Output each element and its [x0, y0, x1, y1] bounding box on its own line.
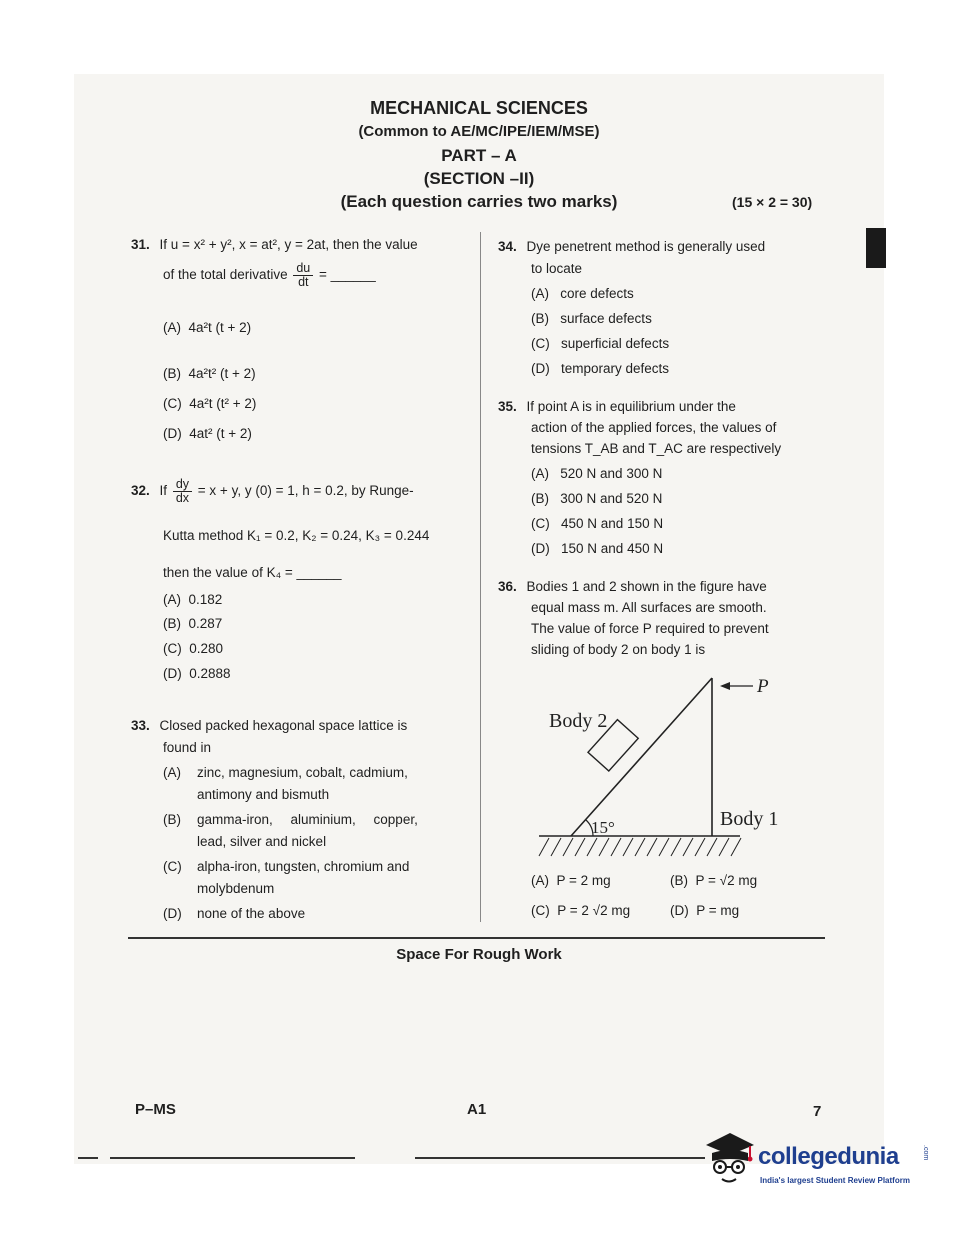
q32-option-a: (A) 0.182 [163, 592, 223, 607]
mascot-logo-icon [700, 1127, 756, 1189]
q33-option-b-label: (B) [163, 812, 181, 827]
q33-option-c-line1: alpha-iron, tungsten, chromium and [197, 859, 410, 874]
paper-code: P–MS [135, 1101, 176, 1118]
brand-suffix: .com [922, 1145, 929, 1161]
bottom-rule-3 [415, 1157, 705, 1159]
q33-option-b-line2: lead, silver and nickel [197, 834, 327, 849]
question-31-derivative: of the total derivative $\frac{du}{dt}$ = ______ [163, 261, 376, 289]
question-32-line3: then the value of K₄ = ______ [163, 565, 342, 580]
question-35-line3: tensions T_AB and T_AC are respectively [531, 441, 782, 456]
bottom-rule-1 [78, 1157, 98, 1159]
marks-note: (Each question carries two marks) [340, 192, 618, 211]
brand-name: collegedunia [758, 1143, 899, 1170]
q35-option-d: (D) 150 N and 450 N [531, 541, 664, 556]
question-34-line2: to locate [531, 261, 583, 276]
q35-option-a: (A) 520 N and 300 N [531, 466, 663, 481]
question-32-line2: Kutta method K₁ = 0.2, K₂ = 0.24, K₃ = 0.244 [163, 528, 430, 543]
q33-option-b-line1: gamma-iron, aluminium, copper, [197, 812, 418, 827]
q32-option-b: (B) 0.287 [163, 616, 223, 631]
section-heading: (SECTION –II) [423, 169, 535, 188]
angle-label: 15° [591, 818, 615, 837]
q31-option-c: (C) 4a²t (t² + 2) [163, 396, 257, 411]
common-to: (Common to AE/MC/IPE/IEM/MSE) [358, 123, 600, 140]
force-label: P [757, 676, 769, 697]
page-number: 7 [813, 1103, 822, 1120]
fraction-du-dt: $\frac{du}{dt}$ [293, 262, 313, 289]
question-33: 33. Closed packed hexagonal space lattice is [131, 718, 408, 733]
q36-option-d: (D) P = mg [670, 903, 740, 918]
q33-option-d-line1: none of the above [197, 906, 306, 921]
q33-option-c-label: (C) [163, 859, 182, 874]
rough-work-label: Space For Rough Work [396, 946, 562, 963]
subject-title: MECHANICAL SCIENCES [370, 98, 588, 118]
q34-option-b: (B) surface defects [531, 311, 652, 326]
q35-option-b: (B) 300 N and 520 N [531, 491, 663, 506]
q34-option-c: (C) superficial defects [531, 336, 670, 351]
q32-option-c: (C) 0.280 [163, 641, 224, 656]
bottom-rule-2 [110, 1157, 355, 1159]
question-33-line2: found in [163, 740, 212, 755]
body2-label: Body 2 [549, 710, 608, 732]
q36-option-a: (A) P = 2 mg [531, 873, 611, 888]
question-36: 36. Bodies 1 and 2 shown in the figure have [498, 579, 767, 594]
brand-tagline: India's largest Student Review Platform [760, 1176, 910, 1185]
q31-option-a: (A) 4a²t (t + 2) [163, 320, 252, 335]
ground-hatch [539, 838, 741, 856]
incline-surface [571, 678, 712, 836]
part-heading: PART – A [441, 146, 517, 165]
q32-option-d: (D) 0.2888 [163, 666, 231, 681]
question-31: 31. If u = x² + y², x = at², y = 2at, then the value [131, 237, 418, 252]
q36-option-c: (C) P = 2 √2 mg [531, 903, 631, 918]
set-code: A1 [467, 1101, 487, 1118]
question-35-line2: action of the applied forces, the values of [531, 420, 777, 435]
question-34: 34. Dye penetrent method is generally used [498, 239, 766, 254]
q34-option-d: (D) temporary defects [531, 361, 670, 376]
force-arrowhead [720, 682, 730, 690]
rough-work-rule [128, 937, 825, 939]
marks-total: (15 × 2 = 30) [732, 194, 813, 210]
fraction-dy-dx: $\frac{dy}{dx}$ [173, 478, 192, 505]
q33-option-c-line2: molybdenum [197, 881, 275, 896]
question-32: 32. If $\frac{dy}{dx}$ = x + y, y (0) = 1, h = 0.2, by Runge- [131, 477, 414, 505]
edge-marker [866, 228, 886, 268]
q33-option-d-label: (D) [163, 906, 182, 921]
collegedunia-branding [700, 1125, 940, 1195]
question-35: 35. If point A is in equilibrium under the [498, 399, 736, 414]
q33-option-a-line1: zinc, magnesium, cobalt, cadmium, [197, 765, 408, 780]
body1-label: Body 1 [720, 808, 779, 830]
q33-option-a-line2: antimony and bismuth [197, 787, 330, 802]
question-36-line4: sliding of body 2 on body 1 is [531, 642, 706, 657]
q31-option-b: (B) 4a²t² (t + 2) [163, 366, 256, 381]
incline-figure [525, 668, 795, 863]
q35-option-c: (C) 450 N and 150 N [531, 516, 664, 531]
q36-option-b: (B) P = √2 mg [670, 873, 758, 888]
question-36-line2: equal mass m. All surfaces are smooth. [531, 600, 767, 615]
question-36-line3: The value of force P required to prevent [531, 621, 769, 636]
q34-option-a: (A) core defects [531, 286, 634, 301]
q33-option-a-label: (A) [163, 765, 181, 780]
q31-option-d: (D) 4at² (t + 2) [163, 426, 252, 441]
